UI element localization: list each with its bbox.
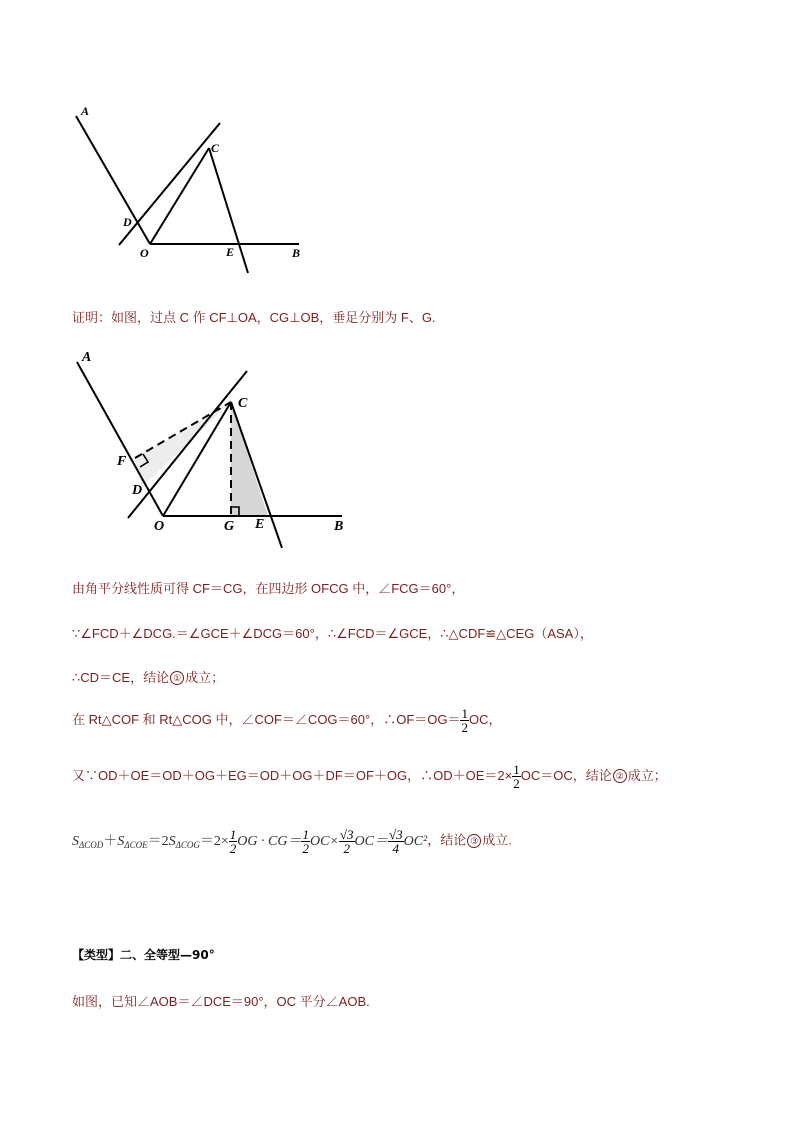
label-c: C	[238, 396, 248, 411]
oc-squared-term: OC²	[403, 833, 428, 849]
label-e: E	[226, 245, 235, 259]
proof-line-5-text: 在 Rt△COF 和 Rt△COG 中，∠COF＝∠COG＝60°，∴OF＝OG＝	[72, 711, 461, 727]
circled-number-1: ①	[170, 671, 184, 685]
label-o: O	[140, 246, 149, 260]
fraction-numerator: 1	[461, 706, 468, 721]
proof-line-5-end: OC，	[468, 711, 502, 727]
fraction-numerator: 1	[513, 762, 520, 777]
equals-two-times: ＝2×	[199, 833, 229, 849]
label-b: B	[292, 246, 301, 260]
proof-line-6-end: 成立；	[627, 767, 667, 783]
shaded-triangle-cdf	[135, 402, 231, 487]
ray-oa	[76, 116, 150, 244]
proof-line-6-text: 又∵OD＋OE＝OD＋OG＋EG＝OD＋OG＋DF＝OF＋OG，∴OD＋OE＝2×	[72, 767, 513, 783]
area-symbol: S	[72, 833, 79, 849]
area-formula	[72, 827, 428, 856]
subscript-cod: ΔCOD	[79, 839, 104, 850]
proof-line-7-text: ，结论	[427, 832, 467, 848]
label-d: D	[123, 215, 132, 229]
line-dc	[128, 371, 247, 518]
label-a: A	[81, 104, 90, 118]
area-symbol: S	[168, 833, 176, 849]
proof-line-6	[72, 763, 667, 790]
label-e: E	[255, 517, 265, 532]
figure-2	[0, 340, 794, 560]
area-symbol: S	[117, 833, 125, 849]
figure-1	[0, 0, 794, 290]
og-cg-term: OG · CG＝	[237, 833, 302, 849]
proof-line-3: ∵∠FCD＋∠DCG.＝∠GCE＋∠DCG＝60°，∴∠FCD＝∠GCE，∴△CDF≌△CEG（ASA），	[72, 626, 593, 641]
proof-line-7	[72, 828, 512, 855]
label-a: A	[82, 350, 92, 365]
proof-line-6-mid: OC＝OC，结论	[520, 767, 612, 783]
oc-times-term: OC×	[309, 833, 339, 849]
proof-line-2: 由角平分线性质可得 CF＝CG，在四边形 OFCG 中，∠FCG＝60°，	[72, 581, 465, 596]
label-d: D	[132, 483, 143, 498]
label-b: B	[334, 519, 344, 534]
section-heading: 【类型】二、全等型—90°	[72, 948, 215, 962]
fraction-denominator: 4	[392, 841, 400, 856]
fraction-numerator: 1	[302, 827, 309, 842]
ray-oa	[77, 362, 163, 516]
fraction-denominator: 2	[229, 841, 237, 856]
proof-line-5	[72, 707, 502, 734]
oc-equals-term: OC＝	[354, 833, 388, 849]
plus-sign: ＋	[103, 833, 118, 849]
proof-line-1: 证明：如图，过点 C 作 CF⊥OA，CG⊥OB，垂足分别为 F、G.	[72, 310, 436, 325]
equals-two: ＝2	[147, 833, 169, 849]
proof-line-7-end: 成立.	[482, 832, 512, 848]
subscript-cog: ΔCOG	[175, 839, 200, 850]
fraction-denominator: 2	[513, 776, 520, 791]
subscript-coe: ΔCOE	[124, 839, 148, 850]
section-intro: 如图，已知∠AOB＝∠DCE＝90°，OC 平分∠AOB.	[72, 994, 370, 1009]
fraction-numerator: √3	[388, 827, 403, 842]
proof-line-4	[72, 667, 224, 686]
line-dc	[119, 123, 220, 245]
label-c: C	[211, 141, 220, 155]
fraction-numerator: √3	[339, 827, 354, 842]
proof-line-4-text: ∴CD＝CE，结论	[72, 670, 170, 685]
fraction-root3-over-4	[388, 828, 404, 855]
fraction-denominator: 2	[461, 720, 468, 735]
proof-line-4-end: 成立；	[185, 670, 225, 685]
fraction-denominator: 2	[302, 841, 309, 856]
fraction-half	[460, 707, 469, 734]
fraction-half	[512, 763, 521, 790]
label-g: G	[224, 519, 235, 534]
fraction-numerator: 1	[229, 827, 237, 842]
fraction-denominator: 2	[343, 841, 350, 856]
fraction-root3-over-2	[339, 828, 355, 855]
label-o: O	[154, 519, 165, 534]
segment-oc	[163, 402, 231, 516]
fraction-half	[301, 828, 310, 855]
label-f: F	[117, 454, 127, 469]
circled-number-3: ③	[467, 834, 481, 848]
circled-number-2: ②	[613, 769, 627, 783]
